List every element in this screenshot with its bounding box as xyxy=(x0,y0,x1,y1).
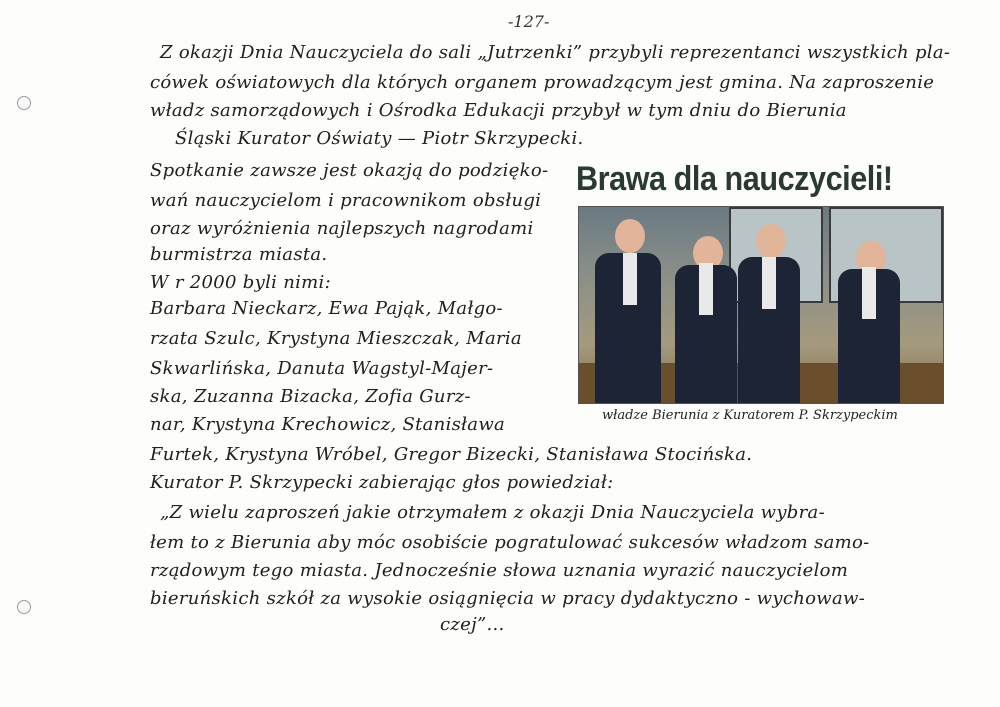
text-line: władz samorządowych i Ośrodka Edukacji przybył w tym dniu do Bierunia xyxy=(150,100,847,121)
text-line: W r 2000 byli nimi: xyxy=(150,272,331,293)
text-line: bieruńskich szkół za wysokie osiągnięcia w pracy dydaktyczno - wychowaw- xyxy=(150,588,866,609)
text-line: Skwarlińska, Danuta Wagstyl-Majer- xyxy=(150,358,494,379)
binder-hole xyxy=(17,600,31,614)
clipping-caption: władze Bierunia z Kuratorem P. Skrzypeckim xyxy=(602,408,898,423)
clipping-photo xyxy=(578,206,944,404)
text-line: czej”... xyxy=(440,614,505,635)
text-line: Barbara Nieckarz, Ewa Pająk, Małgo- xyxy=(150,298,503,319)
text-line: Z okazji Dnia Nauczyciela do sali „Jutrzenki” przybyli reprezentanci wszystkich pla- xyxy=(160,42,951,63)
text-line: oraz wyróżnienia najlepszych nagrodami xyxy=(150,218,534,239)
text-line: Śląski Kurator Oświaty — Piotr Skrzypecki. xyxy=(175,128,584,149)
newspaper-clipping xyxy=(572,158,946,426)
text-line: „Z wielu zaproszeń jakie otrzymałem z okazji Dnia Nauczyciela wybra- xyxy=(160,502,825,523)
binder-hole xyxy=(17,96,31,110)
text-line: wań nauczycielom i pracownikom obsługi xyxy=(150,190,542,211)
photo-person xyxy=(671,228,741,403)
text-line: ska, Zuzanna Bizacka, Zofia Gurz- xyxy=(150,386,471,407)
text-line: Furtek, Krystyna Wróbel, Gregor Bizecki, Stanisława Stocińska. xyxy=(150,444,753,465)
text-line: burmistrza miasta. xyxy=(150,244,328,265)
text-line: rzata Szulc, Krystyna Mieszczak, Maria xyxy=(150,328,522,349)
text-line: nar, Krystyna Krechowicz, Stanisława xyxy=(150,414,506,435)
page-number: -127- xyxy=(508,12,550,31)
photo-person xyxy=(589,213,669,403)
photo-person xyxy=(834,233,904,403)
text-line: Spotkanie zawsze jest okazją do podzięko- xyxy=(150,160,549,181)
text-line: Kurator P. Skrzypecki zabierając głos powiedział: xyxy=(150,472,614,493)
text-line: cówek oświatowych dla których organem prowadzącym jest gmina. Na zaproszenie xyxy=(150,72,935,93)
text-line: łem to z Bierunia aby móc osobiście pogratulować sukcesów władzom samo- xyxy=(150,532,870,553)
photo-person xyxy=(734,218,804,403)
clipping-headline: Brawa dla nauczycieli! xyxy=(576,160,893,198)
text-line: rządowym tego miasta. Jednocześnie słowa uznania wyrazić nauczycielom xyxy=(150,560,849,581)
